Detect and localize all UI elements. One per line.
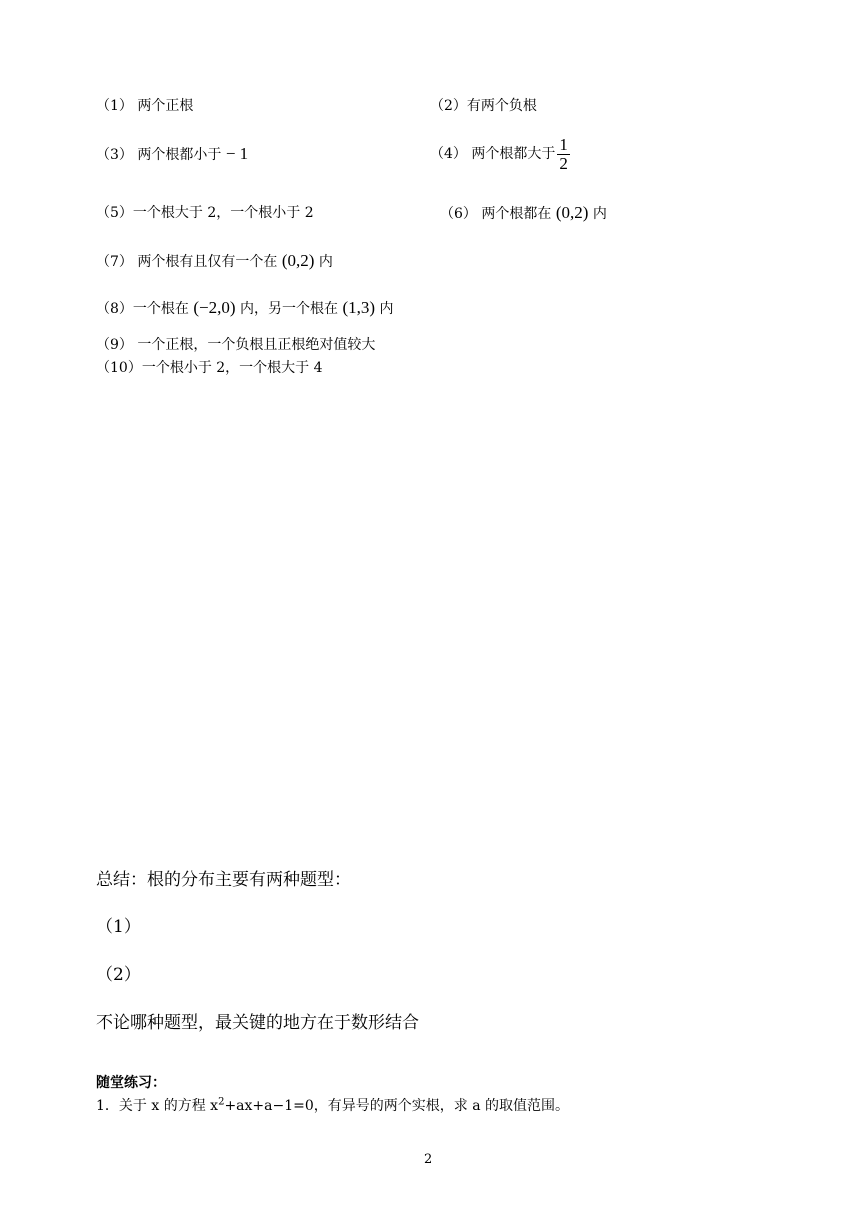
item-9: （9） 一个正根，一个负根且正根绝对值较大 bbox=[96, 337, 376, 353]
summary-title: 总结：根的分布主要有两种题型： bbox=[96, 870, 351, 890]
item-5: （5）一个根大于 2，一个根小于 2 bbox=[96, 205, 314, 221]
practice-heading: 随堂练习： bbox=[96, 1075, 166, 1091]
summary-conclusion: 不论哪种题型，最关键的地方在于数形结合 bbox=[96, 1013, 419, 1033]
summary-point-2: （2） bbox=[96, 965, 141, 985]
summary-point-1: （1） bbox=[96, 917, 141, 937]
item-1: （1） 两个正根 bbox=[96, 98, 194, 114]
item-3: （3） 两个根都小于 − 1 bbox=[96, 144, 249, 163]
fraction: $\frac{1}{2}$ bbox=[559, 134, 568, 173]
item-7: （7） 两个根有且仅有一个在 (0,2) 内 bbox=[96, 251, 333, 270]
item-8: （8）一个根在 (−2,0) 内，另一个根在 (1,3) 内 bbox=[96, 298, 394, 317]
practice-question-1: 1．关于 x 的方程 $x^2+ax+a-1=0$，有异号的两个实根，求 a 的取值范围。 bbox=[96, 1096, 570, 1114]
item-10: （10）一个根小于 2，一个根大于 4 bbox=[96, 360, 323, 376]
item-2: （2）有两个负根 bbox=[430, 98, 537, 114]
item-4: （4） 两个根都大于 $\frac{1}{2}$ bbox=[430, 134, 568, 173]
item-6: （6） 两个根都在 (0,2) 内 bbox=[440, 203, 607, 222]
page-number: 2 bbox=[424, 1152, 433, 1167]
